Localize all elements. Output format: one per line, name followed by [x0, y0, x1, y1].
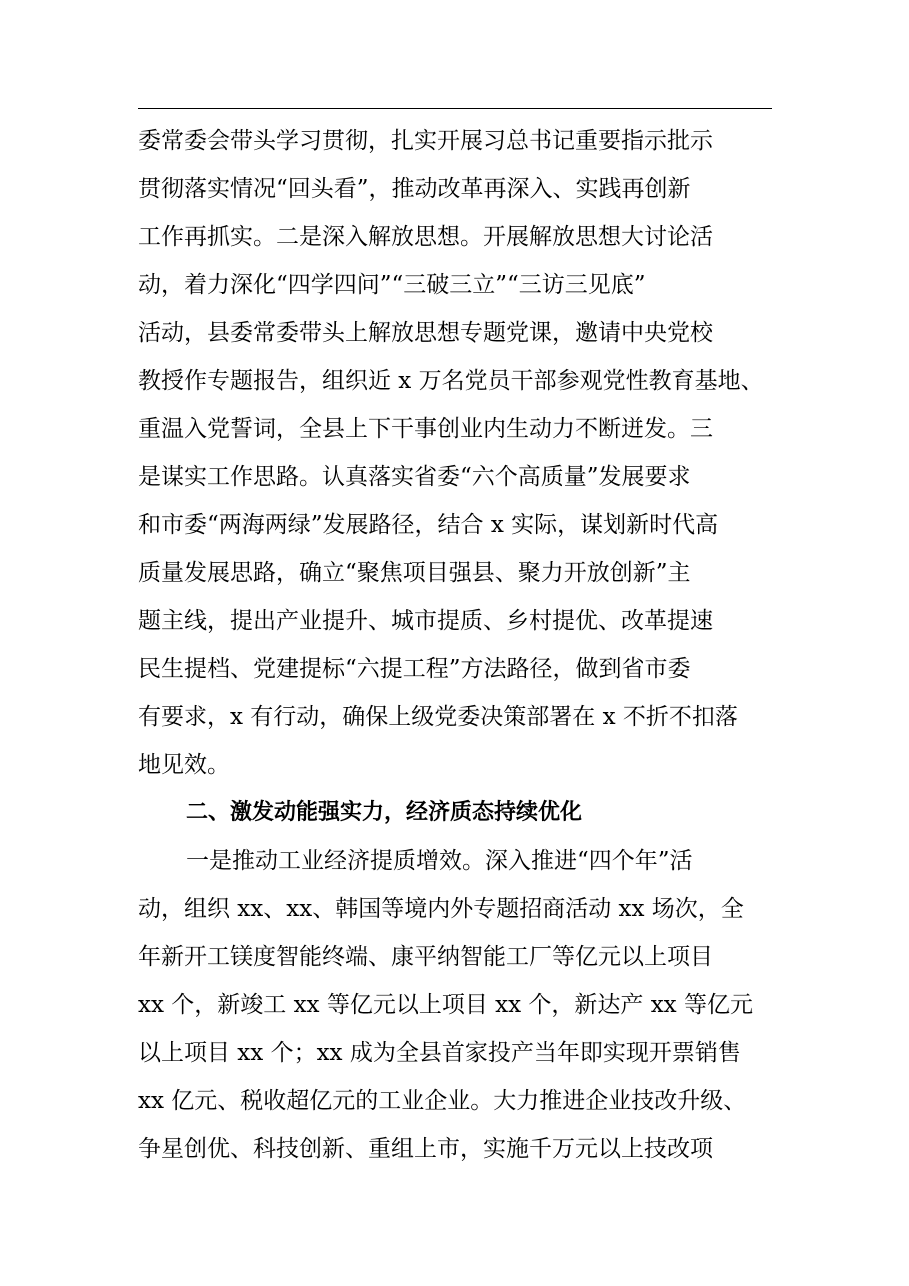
text-line: xx 个，新竣工 xx 等亿元以上项目 xx 个，新达产 xx 等亿元 — [138, 992, 753, 1018]
text-line: 工作再抓实。二是深入解放思想。开展解放思想大讨论活 — [138, 224, 713, 250]
text-line: 和市委“两海两绿”发展路径，结合 x 实际，谋划新时代高 — [138, 512, 719, 538]
text-line: 动，组织 xx、xx、韩国等境内外专题招商活动 xx 场次，全 — [138, 896, 744, 922]
text-line: 民生提档、党建提标“六提工程”方法路径，做到省市委 — [138, 656, 691, 682]
section-heading: 二、激发动能强实力，经济质态持续优化 — [186, 800, 583, 825]
text-line: 动，着力深化“四学四问”“三破三立”“三访三见底” — [138, 272, 646, 298]
text-line: 贯彻落实情况“回头看”，推动改革再深入、实践再创新 — [138, 176, 691, 202]
text-line: 质量发展思路，确立“聚焦项目强县、聚力开放创新”主 — [138, 560, 691, 586]
text-line: 是谋实工作思路。认真落实省委“六个高质量”发展要求 — [138, 464, 691, 490]
text-line: 一是推动工业经济提质增效。深入推进“四个年”活 — [186, 848, 693, 874]
header-rule — [138, 108, 772, 109]
text-line: 题主线，提出产业提升、城市提质、乡村提优、改革提速 — [138, 608, 713, 634]
text-line: 活动，县委常委带头上解放思想专题党课，邀请中央党校 — [138, 320, 713, 346]
text-line: 委常委会带头学习贯彻，扎实开展习总书记重要指示批示 — [138, 128, 713, 154]
text-line: 争星创优、科技创新、重组上市，实施千万元以上技改项 — [138, 1136, 713, 1162]
text-line: 以上项目 xx 个；xx 成为全县首家投产当年即实现开票销售 — [138, 1040, 741, 1066]
text-line: 有要求，x 有行动，确保上级党委决策部署在 x 不折不扣落 — [138, 704, 738, 730]
text-line: 重温入党誓词，全县上下干事创业内生动力不断迸发。三 — [138, 416, 713, 442]
text-line: 地见效。 — [138, 752, 230, 778]
text-line: 教授作专题报告，组织近 x 万名党员干部参观党性教育基地、 — [138, 368, 764, 394]
text-line: xx 亿元、税收超亿元的工业企业。大力推进企业技改升级、 — [138, 1088, 747, 1114]
text-line: 年新开工镁度智能终端、康平纳智能工厂等亿元以上项目 — [138, 944, 713, 970]
